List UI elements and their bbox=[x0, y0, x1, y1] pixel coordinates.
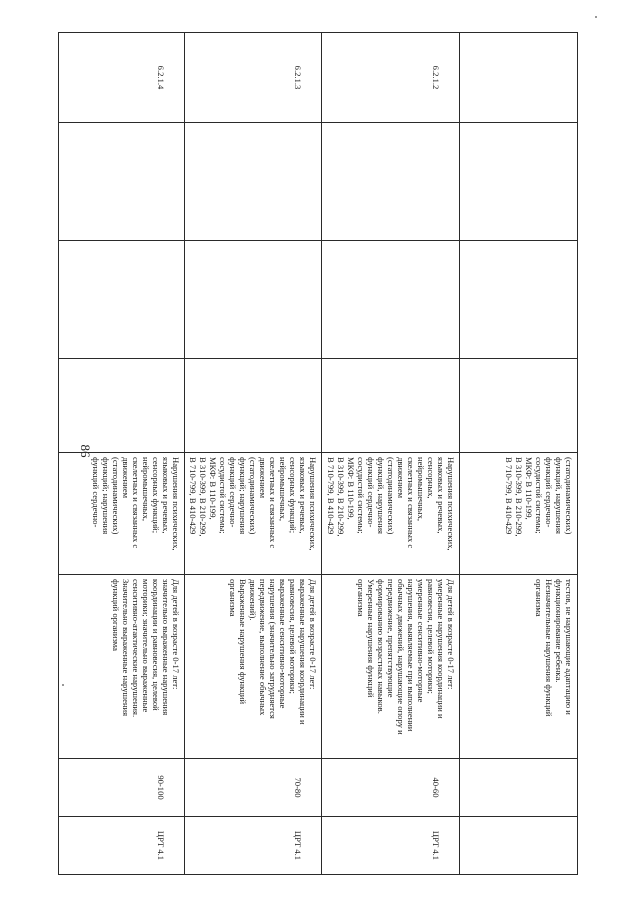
empty-cell bbox=[322, 123, 460, 241]
criterion-cell: ЦРТ 4.1 bbox=[59, 817, 185, 875]
row-code: 6.2.1.2 bbox=[322, 33, 460, 123]
description-cell: Для детей в возрасте 0-17 лет: значительно выраженные нарушения координации и равновесия, целевой моторики; значительно выраженные сенситивно-атактические нарушения. Значительно выраженные нарушения функций организма bbox=[59, 575, 185, 759]
impairments-cell: (статодинамических) функций, нарушения функций сердечно- сосудистой системы; МКФ: В 110-199, В 310-399, В 210-299, В 710-799, В 410-429 bbox=[460, 453, 578, 575]
description-cell: тестов, не нарушающие адаптацию и функционирование ребенка. Незначительные нарушения функций организма bbox=[460, 575, 578, 759]
description-cell: Для детей в возрасте 0-17 лет: выраженные нарушения координации и равновесия, целевой моторики; выраженные сенситивно-моторные нарушения (значительно затрудняется передвижение, выполнение обычных движений). Выраженные нарушения функций организма bbox=[185, 575, 322, 759]
empty-cell bbox=[185, 123, 322, 241]
row-code: 6.2.1.3 bbox=[185, 33, 322, 123]
empty-cell bbox=[59, 123, 185, 241]
impairments-cell: Нарушения психических, языковых и речевых, сенсорных, нейромышечных, скелетных и связанных с движением (статодинамических) функций, нарушения функций сердечно- сосудистой системы; МКФ: В 110-199, В 310-399, В 210-299, В 710-799, В 410-429 bbox=[322, 453, 460, 575]
impairments-cell: Нарушения психических, языковых и речевых, сенсорных функций; нейромышечных, скелетных и связанных с движением (статодинамических) функций; нарушения функций сердечно- сосудистой системы; МКФ: В 110-199, В 310-399, В 210-299, В 710-799, В 410-429 bbox=[185, 453, 322, 575]
empty-cell bbox=[460, 359, 578, 453]
table-row bbox=[185, 33, 322, 875]
page-number: 86 bbox=[78, 444, 93, 458]
empty-cell bbox=[460, 123, 578, 241]
criterion-cell: ЦРТ 4.1 bbox=[322, 817, 460, 875]
table-row bbox=[460, 33, 578, 875]
scan-speck bbox=[595, 16, 597, 18]
range-cell bbox=[460, 759, 578, 817]
criterion-cell bbox=[460, 817, 578, 875]
row-code bbox=[460, 33, 578, 123]
empty-cell bbox=[59, 241, 185, 359]
criterion-cell: ЦРТ 4.1 bbox=[185, 817, 322, 875]
row-code: 6.2.1.4 bbox=[59, 33, 185, 123]
empty-cell bbox=[322, 241, 460, 359]
table-row bbox=[59, 33, 185, 875]
impairments-cell: Нарушения психических, языковых и речевых, сенсорных функций; нейромышечных, скелетных и связанных с движением (статодинамических) функций; нарушения функций сердечно- bbox=[59, 453, 185, 575]
empty-cell bbox=[185, 359, 322, 453]
range-cell: 90-100 bbox=[59, 759, 185, 817]
empty-cell bbox=[322, 359, 460, 453]
table-row bbox=[322, 33, 460, 875]
empty-cell bbox=[460, 241, 578, 359]
description-cell: Для детей в возрасте 0-17 лет: умеренные нарушения координации и равновесия, целевой моторики; умеренные сенситивно-моторные нарушения, выявляемые при выполнении обычных движений, нарушающие опору и передвижение, препятствующие формированию возрастных навыков. Умеренные нарушения функций организма bbox=[322, 575, 460, 759]
empty-cell bbox=[185, 241, 322, 359]
rotated-table-page bbox=[61, 32, 578, 874]
criteria-table bbox=[58, 32, 578, 875]
range-cell: 40-60 bbox=[322, 759, 460, 817]
range-cell: 70-80 bbox=[185, 759, 322, 817]
empty-cell bbox=[59, 359, 185, 453]
